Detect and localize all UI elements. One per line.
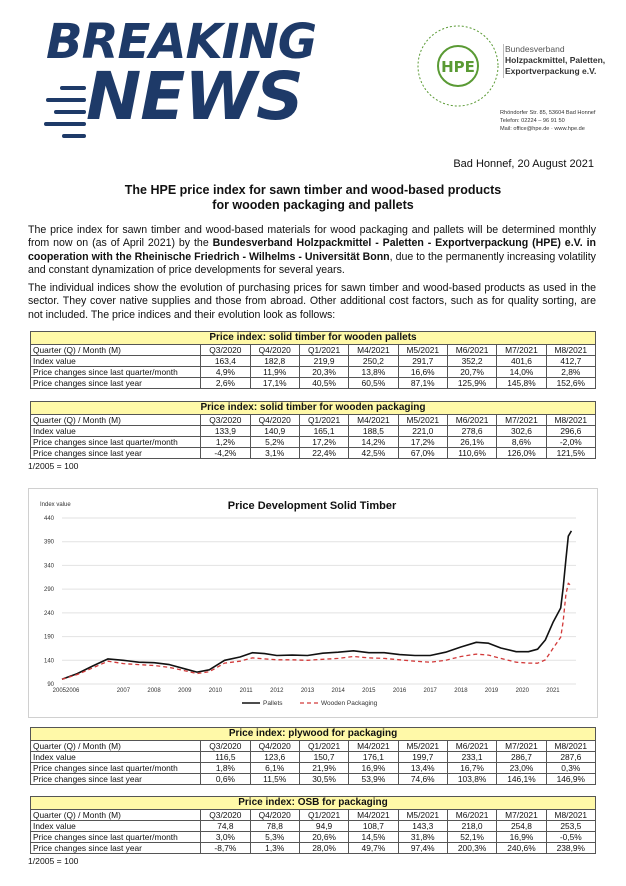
x-tick-label: 2015 (362, 688, 376, 694)
price-table-pallets (30, 331, 596, 389)
x-tick-label: 2011 (239, 688, 253, 694)
cell-value: 221,0 (398, 426, 447, 437)
cell-value: 17,2% (398, 437, 447, 448)
period-header: M5/2021 (398, 741, 447, 752)
cell-value: 17,1% (250, 378, 299, 389)
logo-divider (503, 44, 504, 78)
cell-value: 253,5 (546, 821, 595, 832)
cell-value: 16,7% (447, 763, 496, 774)
x-tick-label: 2013 (300, 688, 315, 694)
table-row (31, 821, 596, 832)
cell-value: 286,7 (497, 752, 546, 763)
headline-news: NEWS (86, 58, 303, 135)
cell-value: 11,9% (250, 367, 299, 378)
cell-value: -0,5% (546, 832, 595, 843)
cell-value: 26,1% (447, 437, 496, 448)
table-title: Price index: solid timber for wooden packaging (31, 402, 596, 415)
row-label: Price changes since last quarter/month (31, 763, 201, 774)
period-header: Q4/2020 (250, 415, 299, 426)
cell-value: 287,6 (546, 752, 595, 763)
period-header: M4/2021 (349, 810, 398, 821)
cell-value: 16,9% (349, 763, 398, 774)
cell-value: 49,7% (349, 843, 398, 854)
intro-text-b: Bundesverband Holzpackmittel - Paletten - Exportverpackung (HPE) e.V. in cooperation with the Rheinische Friedrich - Wilhelms - Universität Bonn (28, 237, 596, 263)
address-line-2: Telefon: 02224 – 96 91 50 (500, 118, 565, 124)
cell-value: 412,7 (546, 356, 595, 367)
cell-value: 31,8% (398, 832, 447, 843)
table-row (31, 763, 596, 774)
legend-label-wooden-packaging: Wooden Packaging (321, 700, 378, 707)
period-header: Q4/2020 (250, 741, 299, 752)
y-axis-label: Index value (40, 502, 71, 508)
cell-value: 21,9% (299, 763, 348, 774)
period-header: Q4/2020 (250, 810, 299, 821)
period-header: M7/2021 (497, 415, 546, 426)
x-tick-label: 2009 (178, 688, 192, 694)
cell-value: 4,9% (201, 367, 250, 378)
cell-value: 28,0% (299, 843, 348, 854)
table-title: Price index: plywood for packaging (31, 728, 596, 741)
intro-paragraph (28, 224, 596, 277)
table-row (31, 437, 596, 448)
headline-breaking: BREAKING (46, 14, 317, 70)
period-header: M5/2021 (398, 810, 447, 821)
cell-value: 176,1 (349, 752, 398, 763)
cell-value: 219,9 (299, 356, 348, 367)
cell-value: 53,9% (349, 774, 398, 785)
y-tick-label: 240 (43, 610, 54, 617)
description-paragraph: The individual indices show the evolution of purchasing prices for sawn timber and wood-based products as used in the sector. They cover native supplies and those from abroad. Other additional cost factors, such as for quality sorting, are not included. The price indices and their evolution look as follows: (28, 282, 596, 321)
table-row (31, 448, 596, 459)
cell-value: 60,5% (349, 378, 398, 389)
cell-value: 143,3 (398, 821, 447, 832)
cell-value: 278,6 (447, 426, 496, 437)
line-chart (28, 488, 596, 716)
cell-value: 110,6% (447, 448, 496, 459)
x-tick-label: 2016 (392, 688, 407, 694)
cell-value: 78,8 (250, 821, 299, 832)
dateline: Bad Honnef, 20 August 2021 (453, 158, 594, 170)
y-tick-label: 290 (43, 587, 54, 594)
intro-text-c: , due to the permanently increasing volatility and constant dynamization of price developments for several years. (28, 250, 596, 276)
x-tick-label: 2012 (270, 688, 284, 694)
legend-label-pallets: Pallets (263, 700, 283, 707)
period-header: Q3/2020 (201, 415, 250, 426)
cell-value: 116,5 (201, 752, 250, 763)
period-header: M8/2021 (546, 810, 595, 821)
price-table-plywood (30, 727, 596, 785)
cell-value: 74,8 (201, 821, 250, 832)
cell-value: 87,1% (398, 378, 447, 389)
cell-value: 165,1 (299, 426, 348, 437)
address-line-3: Mail: office@hpe.de · www.hpe.de (500, 126, 585, 132)
cell-value: 188,5 (349, 426, 398, 437)
y-tick-label: 390 (43, 539, 54, 546)
cell-value: 200,3% (447, 843, 496, 854)
cell-value: 16,9% (497, 832, 546, 843)
table-header-row (31, 810, 596, 821)
cell-value: 133,9 (201, 426, 250, 437)
x-tick-label: 2019 (484, 688, 499, 694)
cell-value: 20,6% (299, 832, 348, 843)
row-label: Price changes since last year (31, 448, 201, 459)
cell-value: 14,2% (349, 437, 398, 448)
price-table-packaging (30, 401, 596, 459)
cell-value: 250,2 (349, 356, 398, 367)
title-line-2: for wooden packaging and pallets (212, 198, 414, 212)
x-tick-label: 2020 (515, 688, 529, 694)
cell-value: 125,9% (447, 378, 496, 389)
row-label: Price changes since last quarter/month (31, 832, 201, 843)
x-tick-label: 2010 (208, 688, 223, 694)
address-block (500, 109, 595, 133)
period-header: M8/2021 (546, 345, 595, 356)
row-label: Index value (31, 356, 201, 367)
cell-value: 97,4% (398, 843, 447, 854)
row-label: Price changes since last quarter/month (31, 367, 201, 378)
org-line-2: Holzpackmittel, Paletten, (505, 55, 606, 65)
cell-value: 23,0% (497, 763, 546, 774)
period-header: M6/2021 (447, 741, 496, 752)
cell-value: 2,8% (546, 367, 595, 378)
cell-value: 121,5% (546, 448, 595, 459)
x-tick-label: 20052006 (52, 688, 80, 694)
cell-value: 108,7 (349, 821, 398, 832)
cell-value: 40,5% (299, 378, 348, 389)
cell-value: 6,1% (250, 763, 299, 774)
cell-value: 140,9 (250, 426, 299, 437)
table-title: Price index: OSB for packaging (31, 797, 596, 810)
y-tick-label: 190 (43, 634, 54, 641)
base-note: 1/2005 = 100 (28, 461, 79, 471)
table-row (31, 378, 596, 389)
period-header: Q1/2021 (299, 741, 348, 752)
table-row (31, 356, 596, 367)
table-row (31, 426, 596, 437)
org-line-1: Bundesverband (505, 44, 565, 54)
cell-value: 1,3% (250, 843, 299, 854)
period-header: M6/2021 (447, 810, 496, 821)
cell-value: 1,8% (201, 763, 250, 774)
cell-value: 20,3% (299, 367, 348, 378)
table-row (31, 752, 596, 763)
cell-value: 352,2 (447, 356, 496, 367)
table-row (31, 774, 596, 785)
x-tick-label: 2008 (147, 688, 161, 694)
cell-value: 3,1% (250, 448, 299, 459)
y-tick-label: 90 (47, 682, 54, 688)
table-header-row (31, 741, 596, 752)
cell-value: 2,6% (201, 378, 250, 389)
cell-value: 152,6% (546, 378, 595, 389)
table-row (31, 367, 596, 378)
cell-value: 146,9% (546, 774, 595, 785)
cell-value: 67,0% (398, 448, 447, 459)
cell-value: 3,0% (201, 832, 250, 843)
cell-value: 302,6 (497, 426, 546, 437)
cell-value: 296,6 (546, 426, 595, 437)
cell-value: 123,6 (250, 752, 299, 763)
period-header: M4/2021 (349, 345, 398, 356)
row-label: Price changes since last year (31, 774, 201, 785)
series-line-wooden-packaging (62, 583, 571, 679)
intro-text-a: The price index for sawn timber and wood-based materials for wood packaging and pallets will be determined monthly from now on (as of April 2021) by the (28, 224, 596, 250)
cell-value: 14,5% (349, 832, 398, 843)
y-tick-label: 140 (43, 658, 54, 665)
period-header: Q3/2020 (201, 345, 250, 356)
cell-value: 14,0% (497, 367, 546, 378)
y-tick-label: 340 (43, 563, 54, 570)
cell-value: 291,7 (398, 356, 447, 367)
cell-value: 42,5% (349, 448, 398, 459)
period-header: M4/2021 (349, 741, 398, 752)
table-row (31, 843, 596, 854)
title-line-1: The HPE price index for sawn timber and wood-based products (124, 183, 502, 197)
x-tick-label: 2018 (454, 688, 468, 694)
cell-value: -4,2% (201, 448, 250, 459)
cell-value: 150,7 (299, 752, 348, 763)
cell-value: 254,8 (497, 821, 546, 832)
header-label: Quarter (Q) / Month (M) (31, 345, 201, 356)
period-header: Q3/2020 (201, 810, 250, 821)
cell-value: 145,8% (497, 378, 546, 389)
cell-value: 401,6 (497, 356, 546, 367)
row-label: Price changes since last year (31, 843, 201, 854)
header-label: Quarter (Q) / Month (M) (31, 741, 201, 752)
cell-value: 233,1 (447, 752, 496, 763)
period-header: M6/2021 (447, 415, 496, 426)
cell-value: 8,6% (497, 437, 546, 448)
cell-value: 74,6% (398, 774, 447, 785)
y-tick-label: 440 (43, 516, 54, 522)
cell-value: 13,8% (349, 367, 398, 378)
cell-value: 52,1% (447, 832, 496, 843)
period-header: Q3/2020 (201, 741, 250, 752)
cell-value: 5,3% (250, 832, 299, 843)
row-label: Index value (31, 821, 201, 832)
period-header: M7/2021 (497, 810, 546, 821)
cell-value: 5,2% (250, 437, 299, 448)
cell-value: 13,4% (398, 763, 447, 774)
address-line-1: Rhöndorfer Str. 85, 53604 Bad Honnef (500, 110, 596, 116)
logo-text: HPE (441, 58, 475, 76)
row-label: Index value (31, 426, 201, 437)
org-name (505, 44, 605, 77)
x-tick-label: 2017 (423, 688, 437, 694)
period-header: M5/2021 (398, 345, 447, 356)
speed-lines-icon (40, 84, 90, 140)
org-line-3: Exportverpackung e.V. (505, 66, 597, 76)
period-header: M8/2021 (546, 415, 595, 426)
cell-value: -8,7% (201, 843, 250, 854)
price-table-osb (30, 796, 596, 854)
document-title (0, 183, 626, 213)
period-header: M8/2021 (546, 741, 595, 752)
cell-value: 22,4% (299, 448, 348, 459)
period-header: Q1/2021 (299, 345, 348, 356)
cell-value: 17,2% (299, 437, 348, 448)
cell-value: 199,7 (398, 752, 447, 763)
period-header: Q1/2021 (299, 810, 348, 821)
cell-value: 1,2% (201, 437, 250, 448)
header-label: Quarter (Q) / Month (M) (31, 810, 201, 821)
cell-value: 240,6% (497, 843, 546, 854)
table-title: Price index: solid timber for wooden pallets (31, 332, 596, 345)
hpe-logo (416, 24, 500, 108)
table-row (31, 832, 596, 843)
cell-value: 163,4 (201, 356, 250, 367)
cell-value: 16,6% (398, 367, 447, 378)
x-tick-label: 2014 (331, 688, 345, 694)
cell-value: 94,9 (299, 821, 348, 832)
cell-value: 218,0 (447, 821, 496, 832)
x-tick-label: 2021 (546, 688, 560, 694)
period-header: Q1/2021 (299, 415, 348, 426)
row-label: Index value (31, 752, 201, 763)
cell-value: 11,5% (250, 774, 299, 785)
period-header: M4/2021 (349, 415, 398, 426)
period-header: Q4/2020 (250, 345, 299, 356)
period-header: M7/2021 (497, 345, 546, 356)
base-note-2: 1/2005 = 100 (28, 856, 79, 866)
cell-value: 238,9% (546, 843, 595, 854)
cell-value: 146,1% (497, 774, 546, 785)
period-header: M6/2021 (447, 345, 496, 356)
table-header-row (31, 415, 596, 426)
table-header-row (31, 345, 596, 356)
period-header: M7/2021 (497, 741, 546, 752)
row-label: Price changes since last quarter/month (31, 437, 201, 448)
cell-value: -2,0% (546, 437, 595, 448)
cell-value: 126,0% (497, 448, 546, 459)
cell-value: 30,5% (299, 774, 348, 785)
period-header: M5/2021 (398, 415, 447, 426)
x-tick-label: 2007 (116, 688, 131, 694)
chart-title: Price Development Solid Timber (227, 500, 397, 512)
row-label: Price changes since last year (31, 378, 201, 389)
cell-value: 182,8 (250, 356, 299, 367)
header-label: Quarter (Q) / Month (M) (31, 415, 201, 426)
cell-value: 0,6% (201, 774, 250, 785)
cell-value: 20,7% (447, 367, 496, 378)
cell-value: 103,8% (447, 774, 496, 785)
cell-value: 0,3% (546, 763, 595, 774)
